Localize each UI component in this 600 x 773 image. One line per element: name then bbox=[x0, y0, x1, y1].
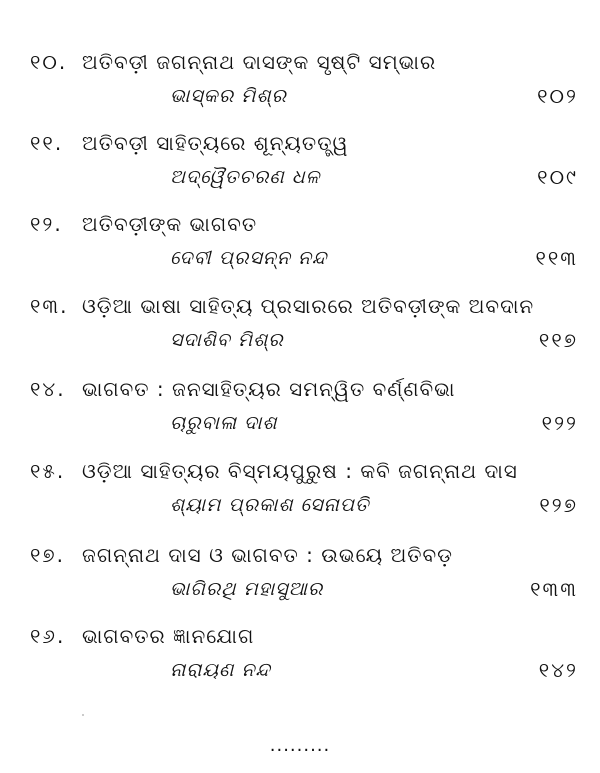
toc-entry bbox=[0, 294, 600, 374]
toc-entry bbox=[0, 459, 600, 539]
entry-title: ଭାଗବତ : ଜନସାହିତ୍ୟର ସମନ୍ୱିତ ବର୍ଣ୍ଣବିଭା bbox=[82, 377, 456, 401]
entry-number: ୧୩. bbox=[30, 294, 69, 318]
entry-page-number: ୧୦୨ bbox=[537, 84, 578, 108]
end-dots: ......... bbox=[269, 735, 331, 756]
entry-title: ଜଗନ୍ନାଥ ଦାସ ଓ ଭାଗବତ : ଉଭୟେ ଅତିବଡ଼ bbox=[82, 543, 454, 567]
scan-speck bbox=[82, 714, 84, 716]
entry-number: ୧୪. bbox=[30, 377, 66, 401]
toc-entry bbox=[0, 50, 600, 130]
entry-page-number: ୧୪୨ bbox=[538, 658, 578, 682]
entry-author: ଦେବୀ ପ୍ରସନ୍ନ ନନ୍ଦ bbox=[170, 247, 328, 269]
entry-author: ଭାଗିରଥି ମହାସୁଆର bbox=[170, 578, 324, 600]
entry-page-number: ୧୧୩ bbox=[535, 246, 578, 270]
entry-number: ୧୬. bbox=[30, 624, 66, 648]
entry-author: ଶ୍ୟାମ ପ୍ରକାଶ ସେନାପତି bbox=[170, 494, 370, 516]
toc-entry bbox=[0, 543, 600, 623]
entry-title: ଅତିବଡ଼ୀ ଜଗନ୍ନାଥ ଦାସଙ୍କ ସୃଷ୍ଟି ସମ୍ଭାର bbox=[82, 50, 437, 74]
entry-author: ନାରାୟଣ ନନ୍ଦ bbox=[170, 659, 271, 681]
entry-title: ଓଡ଼ିଆ ଭାଷା ସାହିତ୍ୟ ପ୍ରସାରରେ ଅତିବଡ଼ୀଙ୍କ ଅବଦାନ bbox=[82, 294, 535, 318]
entry-number: ୧୫. bbox=[30, 459, 66, 483]
entry-title: ଓଡ଼ିଆ ସାହିତ୍ୟର ବିସ୍ମୟପୁରୁଷ : କବି ଜଗନ୍ନାଥ ଦାସ bbox=[82, 459, 518, 483]
toc-entry bbox=[0, 131, 600, 211]
entry-number: ୧୨. bbox=[30, 212, 63, 236]
entry-page-number: ୧୨୨ bbox=[541, 411, 578, 435]
entry-author: ସଦାଶିବ ମିଶ୍ର bbox=[170, 329, 284, 351]
entry-author: ଅଦ୍ୱୈତଚରଣ ଧଳ bbox=[170, 166, 321, 188]
toc-entry bbox=[0, 377, 600, 457]
entry-page-number: ୧୦୯ bbox=[537, 165, 578, 189]
entry-page-number: ୧୩୩ bbox=[530, 577, 578, 601]
entry-number: ୧୧. bbox=[30, 131, 64, 155]
entry-page-number: ୧୧୭ bbox=[538, 328, 578, 352]
entry-title: ଭାଗବତର ଜ୍ଞାନଯୋଗ bbox=[82, 624, 255, 648]
toc-entry bbox=[0, 212, 600, 292]
entry-author: ଚାରୁବାଳା ଦାଶ bbox=[170, 412, 278, 434]
entry-author: ଭାସ୍କର ମିଶ୍ର bbox=[170, 85, 287, 107]
toc-entry bbox=[0, 624, 600, 704]
entry-number: ୧୦. bbox=[30, 50, 68, 74]
entry-title: ଅତିବଡ଼ୀ ସାହିତ୍ୟରେ ଶୂନ୍ୟତତ୍ତ୍ୱ bbox=[82, 131, 349, 155]
entry-number: ୧୭. bbox=[30, 543, 66, 567]
entry-title: ଅତିବଡ଼ୀଙ୍କ ଭାଗବତ bbox=[82, 212, 258, 236]
entry-page-number: ୧୨୭ bbox=[539, 493, 578, 517]
